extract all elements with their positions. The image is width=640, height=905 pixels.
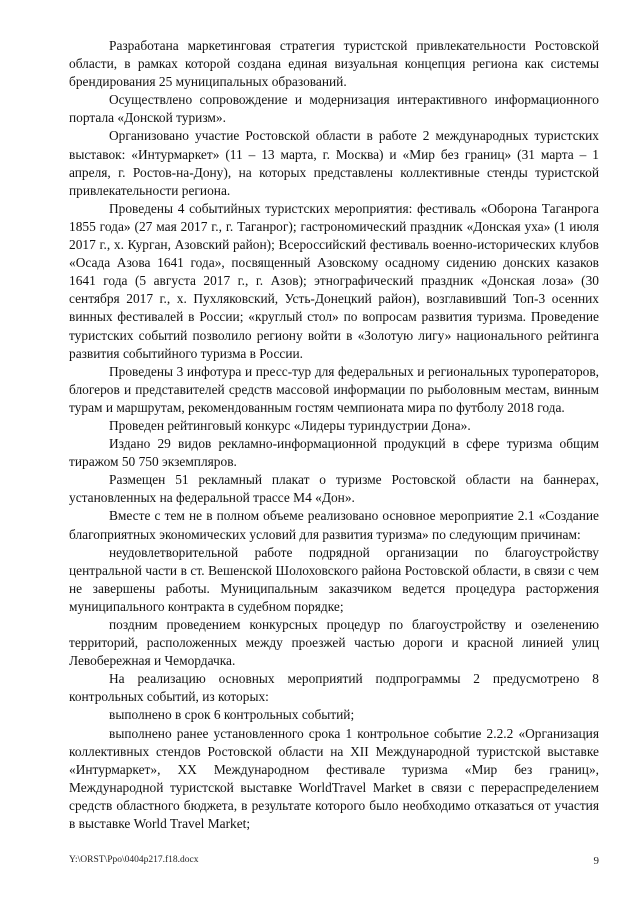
paragraph-completed-early: выполнено ранее установленного срока 1 контрольное событие 2.2.2 «Организация коллективных стендов Ростовской области на XII Международной туристской выставке «Интурмаркет», XX Международном фестивале туризма «Мир без границ», Международной туристской выставке WorldTravel Market в связи с перераспределением средств областного бюджета, в результате которого было необходимо отказаться от участия в выставке World Travel Market; [69, 725, 599, 832]
paragraph-not-fully-implemented: Вместе с тем не в полном объеме реализовано основное мероприятие 2.1 «Создание благоприятных экономических условий для развития туризма» по следующим причинам: [69, 508, 599, 542]
paragraph-reason-contractor: неудовлетворительной работе подрядной организации по благоустройству центральной части в ст. Вешенской Шолоховского района Ростовской области, в связи с чем не завершены работы. Муниципальным заказчиком ведется процедура расторжения муниципального контракта в судебном порядке; [69, 544, 599, 614]
paragraph-completed-on-time: выполнено в срок 6 контрольных событий; [109, 707, 355, 723]
paragraph-exhibitions: Организовано участие Ростовской области в работе 2 международных туристских выставок: «Интурмаркет» (11 – 13 марта, г. Москва) и «Мир без границ» (31 марта – 1 апреля, г. Ростов-на-Дону), на которых представлены коллективные стенды туристской привлекательности региона. [69, 128, 599, 198]
document-body [69, 37, 599, 833]
paragraph-control-events: На реализацию основных мероприятий подпрограммы 2 предусмотрено 8 контрольных событий, из которых: [69, 671, 599, 705]
paragraph-contest: Проведен рейтинговый конкурс «Лидеры туриндустрии Дона». [109, 417, 471, 433]
footer-file-path: Y:\ORST\Ppo\0404p217.f18.docx [69, 855, 199, 865]
paragraph-events: Проведены 4 событийных туристских мероприятия: фестиваль «Оборона Таганрога 1855 года» (27 мая 2017 г., г. Таганрог); гастрономический праздник «Донская уха» (1 июля 2017 г., х. Курган, Азовский район); Всероссийский фестиваль военно-исторических клубов «Осада Азова 1641 года», посвященный Азовскому осадному сидению донских казаков 1641 года (5 августа 2017 г., г. Азов); этнографический праздник «Донская лоза» (30 сентября 2017 г., х. Пухляковский, Усть-Донецкий район), возглавивший Топ-3 осенних винных фестивалей в России; «круглый стол» по вопросам развития туризма. Проведение туристских событий позволило региону войти в «Золотую лигу» национального рейтинга развития событийного туризма в России. [69, 200, 599, 361]
page-number: 9 [593, 855, 599, 867]
paragraph-publications: Издано 29 видов рекламно-информационной продукций в сфере туризма общим тиражом 50 750 экземпляров. [69, 436, 599, 470]
paragraph-portal: Осуществлено сопровождение и модернизация интерактивного информационного портала «Донской туризм». [69, 92, 599, 126]
paragraph-marketing-strategy: Разработана маркетинговая стратегия туристской привлекательности Ростовской области, в рамках которой создана единая визуальная концепция региона как системы брендирования 25 муниципальных образований. [69, 38, 599, 90]
paragraph-infotours: Проведены 3 инфотура и пресс-тур для федеральных и региональных туроператоров, блогеров и представителей средств массовой информации по рыболовным местам, винным турам и маршрутам, рекомендованным гостям чемпионата мира по футболу 2018 года. [69, 363, 599, 415]
paragraph-reason-procedures: поздним проведением конкурсных процедур по благоустройству и озеленению территорий, расположенных между проезжей частью дороги и красной линией улиц Левобережная и Чемордачка. [69, 617, 599, 669]
paragraph-posters: Размещен 51 рекламный плакат о туризме Ростовской области на баннерах, установленных на федеральной трассе М4 «Дон». [69, 472, 599, 506]
